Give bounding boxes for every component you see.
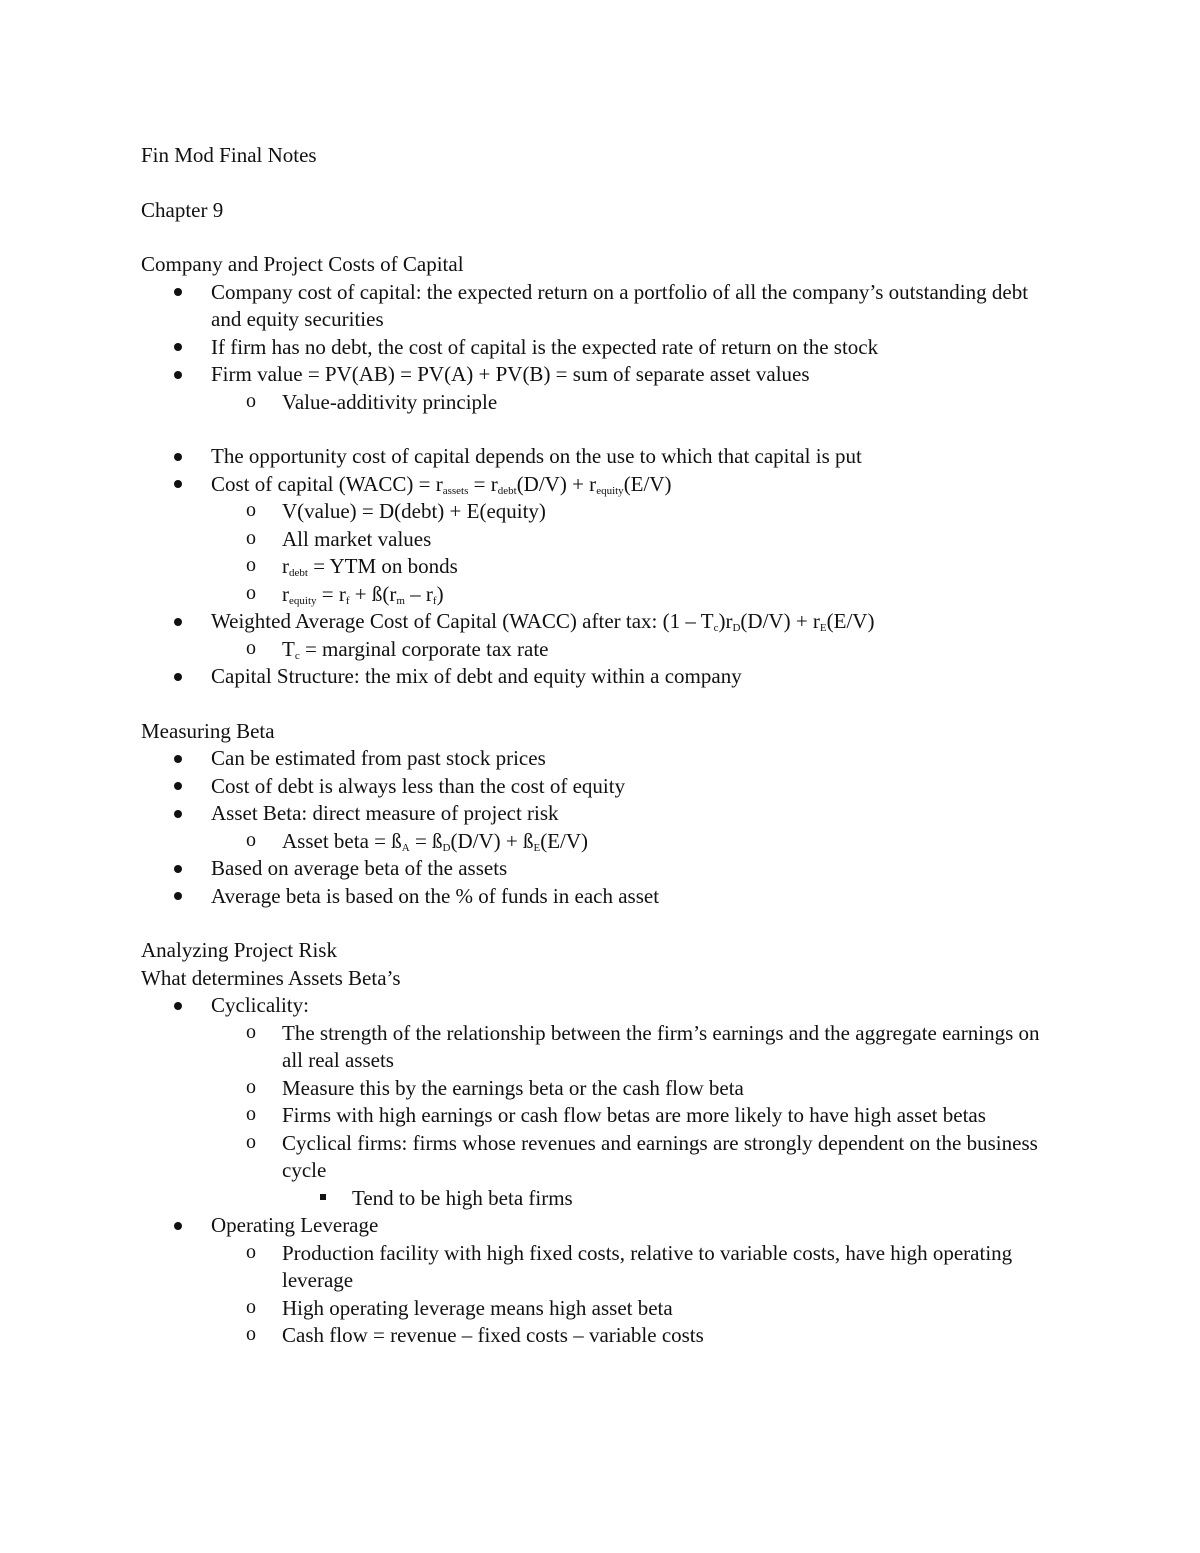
spacer [141,170,1061,197]
list-item: Asset Beta: direct measure of project risk [141,800,1061,828]
sub-sub-list-item: Tend to be high beta firms [141,1185,1061,1213]
sub-list-item: o Firms with high earnings or cash flow betas are more likely to have high asset betas [246,1103,986,1127]
bullet-icon [174,443,182,471]
list-item: Cost of debt is always less than the cost of equity [141,773,1061,801]
list-item: Weighted Average Cost of Capital (WACC) after tax: $(1 - T_c)r_D(D/V) + r_E(E/V)$ [141,608,1061,636]
bullet-icon [174,800,182,828]
circle-bullet-icon: o [246,1323,256,1345]
circle-bullet-icon: o [246,499,256,521]
sub-list-item: o Production facility with high fixed costs, relative to variable costs, have high operating leverage [246,1240,1013,1292]
document-body [141,142,1061,1350]
sub-list-item: o $r_{equity} = r_f$ + $ß(r_m - r_f)$ [246,581,444,607]
bullet-icon [174,1212,182,1240]
sub-list-item: o $r_{debt}$ = YTM on bonds [246,554,458,579]
list-item: Cyclicality: [141,992,1061,1020]
circle-bullet-icon: o [246,1103,256,1125]
bullet-icon [174,745,182,773]
bullet-icon [174,773,182,801]
sub-list-item: o Cash flow = revenue – fixed costs – variable costs [246,1323,704,1347]
section-subheading: What determines Assets Beta’s [141,965,401,990]
bullet-icon [174,334,182,362]
section-heading: Measuring Beta [141,718,275,743]
spacer [141,691,1061,718]
list-item: Based on average beta of the assets [141,855,1061,883]
list-item: Operating Leverage [141,1212,1061,1240]
section-heading: Analyzing Project Risk [141,938,337,962]
circle-bullet-icon: o [246,636,256,659]
circle-bullet-icon: o [246,828,256,851]
sub-list-item: o Value-additivity principle [246,389,498,414]
sub-list-item: o All market values [246,526,432,551]
sub-list-item: o V(value) = D(debt) + E(equity) [246,499,546,523]
circle-bullet-icon: o [246,1240,256,1263]
spacer [141,416,1061,443]
bullet-icon [174,361,182,389]
sub-list-item: o Asset beta = $ß_A$ = $ß_D(D/V)$ + $ß_E(E/V)$ [246,828,589,854]
bullet-icon [174,855,182,883]
circle-bullet-icon: o [246,1020,256,1043]
circle-bullet-icon: o [246,389,256,412]
list-item-wacc: Cost of capital (WACC) = $r_{assets} = r_{debt}(D/V) + r_{equity}(E/V)$ [141,471,1061,499]
spacer [141,910,1061,937]
bullet-icon [174,471,182,499]
sub-list-item: o $T_c$ = marginal corporate tax rate [246,636,549,662]
sub-list-item: o High operating leverage means high asset beta [246,1295,673,1320]
square-bullet-icon [320,1185,326,1213]
bullet-icon [174,992,182,1020]
list-item: If firm has no debt, the cost of capital is the expected rate of return on the stock [141,334,1061,362]
list-item: Firm value = PV(AB) = PV(A) + PV(B) = sum of separate asset values [141,361,1061,389]
list-item: Average beta is based on the % of funds in each asset [141,883,1061,911]
list-item: The opportunity cost of capital depends on the use to which that capital is put [141,443,1061,471]
bullet-icon [174,883,182,911]
list-item: Capital Structure: the mix of debt and equity within a company [141,663,1061,691]
circle-bullet-icon: o [246,1130,256,1153]
bullet-icon [174,279,182,307]
sub-list-item: o Measure this by the earnings beta or the cash flow beta [246,1075,744,1100]
circle-bullet-icon: o [246,526,256,549]
circle-bullet-icon: o [246,1295,256,1318]
circle-bullet-icon: o [246,554,256,576]
bullet-icon [174,608,182,636]
section-heading: Company and Project Costs of Capital [141,252,464,276]
sub-list-item: o The strength of the relationship between the firm’s earnings and the aggregate earnings on all real assets [246,1020,1040,1072]
circle-bullet-icon: o [246,1075,256,1098]
circle-bullet-icon: o [246,581,256,604]
sub-list-item: o Cyclical firms: firms whose revenues and earnings are strongly dependent on the business cycle [246,1130,1038,1182]
spacer [141,224,1061,251]
bullet-icon [174,663,182,691]
chapter-heading: Chapter 9 [141,197,224,222]
document-title: Fin Mod Final Notes [141,143,317,167]
list-item: Company cost of capital: the expected return on a portfolio of all the company’s outstanding debt and equity securities [141,279,1061,334]
list-item: Can be estimated from past stock prices [141,745,1061,773]
